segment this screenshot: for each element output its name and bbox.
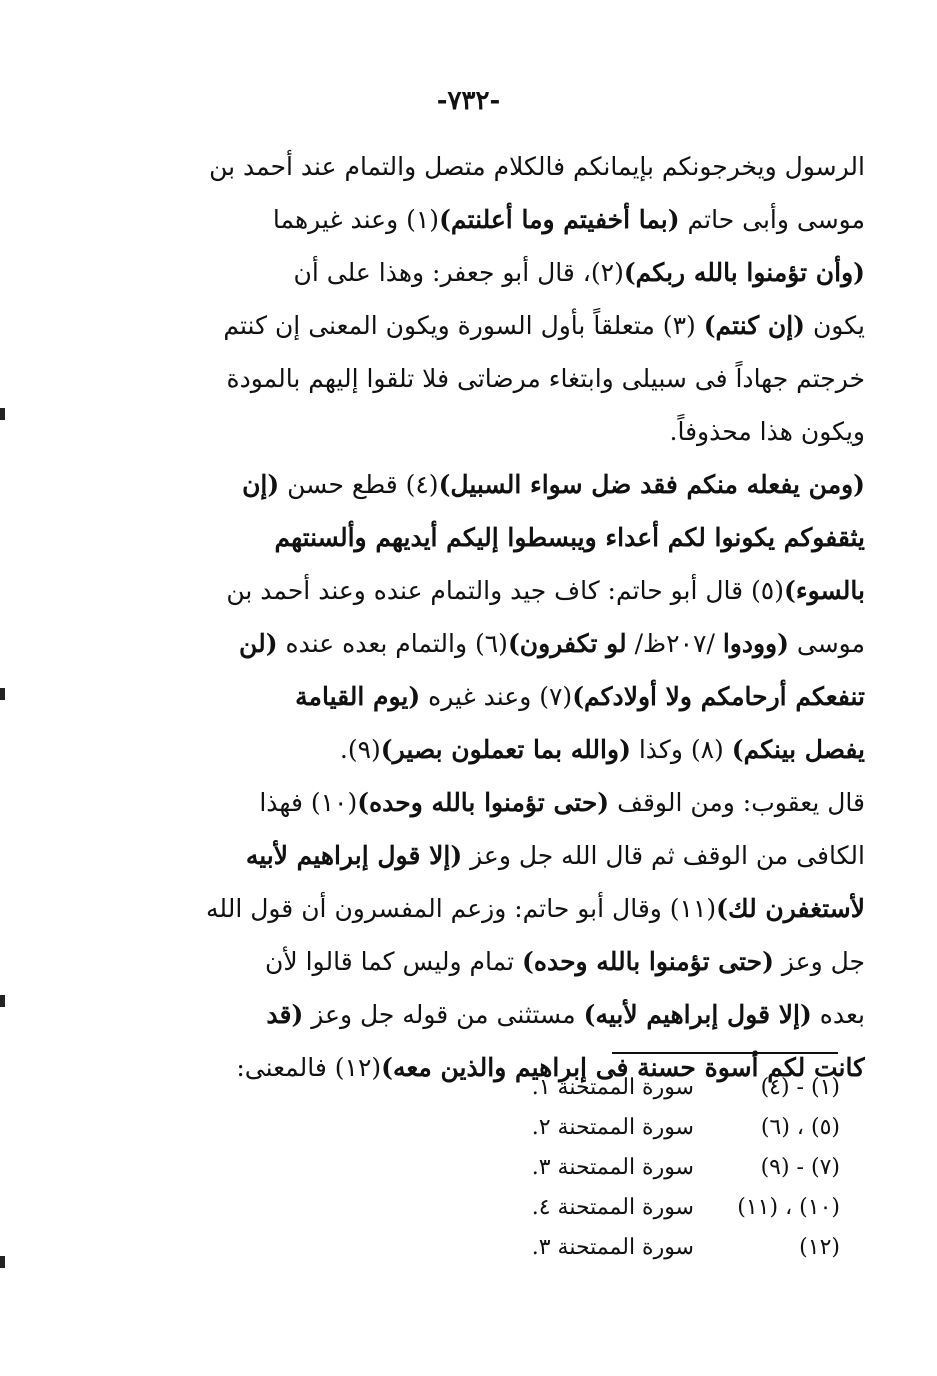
text-segment: /٢٠٧ظ/ bbox=[626, 629, 723, 658]
footnote-numbers: (٧) - (٩) bbox=[760, 1155, 840, 1180]
footnote-source: سورة الممتحنة ١. bbox=[531, 1075, 694, 1100]
text-segment: يكون bbox=[805, 311, 865, 340]
footnote-separator bbox=[612, 1052, 838, 1054]
quran-quote: (والله بما تعملون بصير) bbox=[380, 735, 631, 764]
quran-quote: (لن bbox=[239, 629, 278, 658]
quran-quote: لأستغفرن لك) bbox=[716, 894, 865, 923]
quran-quote: يثقفوكم يكونوا لكم أعداء ويبسطوا إليكم أيديهم وألسنتهم bbox=[274, 523, 865, 552]
paragraph-3 bbox=[140, 776, 865, 1094]
footnote-numbers: (١٢) bbox=[799, 1235, 840, 1260]
text-line bbox=[140, 299, 865, 352]
text-segment: (١١) وقال أبو حاتم: وزعم المفسرون أن قول الله bbox=[206, 894, 717, 923]
quran-quote: (بما أخفيتم وما أعلنتم) bbox=[439, 205, 680, 234]
footnote-numbers: (١) - (٤) bbox=[760, 1075, 840, 1100]
text-segment: (٣) متعلقاً بأول السورة ويكون المعنى إن كنتم bbox=[223, 311, 704, 340]
scan-edge-mark bbox=[0, 688, 5, 700]
text-segment: مستثنى من قوله جل وعز bbox=[303, 1000, 584, 1029]
footnotes bbox=[430, 1068, 840, 1268]
text-segment: (١٢) فالمعنى: bbox=[236, 1053, 382, 1082]
quran-quote: (إلا قول إبراهيم لأبيه) bbox=[583, 1000, 812, 1029]
quran-quote: (ومن يفعله منكم فقد ضل سواء السبيل) bbox=[438, 470, 865, 499]
quran-quote: (حتى تؤمنوا بالله وحده) bbox=[357, 788, 610, 817]
paragraph-1 bbox=[140, 140, 865, 458]
text-line bbox=[140, 246, 865, 299]
text-line bbox=[140, 617, 865, 670]
text-segment: موسى وأبى حاتم bbox=[679, 205, 865, 234]
footnote-source: سورة الممتحنة ٢. bbox=[531, 1115, 694, 1140]
text-segment: (٨) وكذا bbox=[630, 735, 732, 764]
quran-quote: (إلا قول إبراهيم لأبيه bbox=[245, 841, 463, 870]
text-line bbox=[140, 829, 865, 882]
footnote-numbers: (٥) ، (٦) bbox=[760, 1115, 840, 1140]
text-line bbox=[140, 882, 865, 935]
text-line bbox=[140, 564, 865, 617]
text-segment: بعده bbox=[811, 1000, 865, 1029]
text-segment: (١) وعند غيرهما bbox=[272, 205, 440, 234]
quran-quote: بالسوء) bbox=[784, 576, 865, 605]
text-segment: (٩). bbox=[339, 735, 381, 764]
footnote-source: سورة الممتحنة ٣. bbox=[531, 1155, 694, 1180]
footnote-row bbox=[430, 1228, 840, 1268]
footnote-numbers: (١٠) ، (١١) bbox=[737, 1195, 840, 1220]
text-segment: جل وعز bbox=[773, 947, 865, 976]
text-segment: (٤) قطع حسن bbox=[279, 470, 439, 499]
text-line bbox=[140, 458, 865, 511]
quran-quote: كانت لكم أسوة حسنة فى إبراهيم والذين معه) bbox=[381, 1053, 865, 1082]
text-line bbox=[140, 723, 865, 776]
footnote-source: سورة الممتحنة ٣. bbox=[531, 1235, 694, 1260]
text-segment: (١٠) فهذا bbox=[259, 788, 358, 817]
text-line bbox=[140, 511, 865, 564]
text-line bbox=[140, 405, 865, 458]
text-segment: (٥) قال أبو حاتم: كاف جيد والتمام عنده وعند أحمد بن bbox=[226, 576, 784, 605]
text-segment: خرجتم جهاداً فى سبيلى وابتغاء مرضاتى فلا تلقوا إليهم بالمودة bbox=[226, 364, 865, 393]
scan-edge-mark bbox=[0, 1256, 5, 1268]
text-line bbox=[140, 193, 865, 246]
scan-edge-mark bbox=[0, 408, 5, 420]
text-segment: قال يعقوب: ومن الوقف bbox=[609, 788, 865, 817]
text-segment: (٢)، قال أبو جعفر: وهذا على أن bbox=[293, 258, 624, 287]
text-segment: تمام وليس كما قالوا لأن bbox=[265, 947, 523, 976]
text-line bbox=[140, 935, 865, 988]
paragraph-2 bbox=[140, 458, 865, 776]
quran-quote: تنفعكم أرحامكم ولا أولادكم) bbox=[572, 682, 865, 711]
quran-quote: (إن bbox=[242, 470, 280, 499]
quran-quote: (قد bbox=[266, 1000, 304, 1029]
scan-edge-mark bbox=[0, 995, 5, 1007]
text-segment: (٦) والتمام بعده عنده bbox=[277, 629, 508, 658]
quran-quote: لو تكفرون) bbox=[507, 629, 627, 658]
quran-quote: (إن كنتم) bbox=[703, 311, 805, 340]
text-line bbox=[140, 352, 865, 405]
text-line bbox=[140, 670, 865, 723]
text-segment: (٧) وعند غيره bbox=[420, 682, 573, 711]
footnote-row bbox=[430, 1188, 840, 1228]
footnote-source: سورة الممتحنة ٤. bbox=[531, 1195, 694, 1220]
quran-quote: (وودوا bbox=[722, 629, 789, 658]
quran-quote: (حتى تؤمنوا بالله وحده) bbox=[522, 947, 774, 976]
text-line bbox=[140, 776, 865, 829]
text-segment: الكافى من الوقف ثم قال الله جل وعز bbox=[462, 841, 865, 870]
text-line bbox=[140, 988, 865, 1041]
text-segment: موسى bbox=[788, 629, 865, 658]
footnote-row bbox=[430, 1108, 840, 1148]
quran-quote: (يوم القيامة bbox=[295, 682, 421, 711]
quran-quote: يفصل بينكم) bbox=[731, 735, 865, 764]
text-segment: الرسول ويخرجونكم بإيمانكم فالكلام متصل والتمام عند أحمد بن bbox=[209, 152, 865, 181]
page-number: -٧٣٢- bbox=[436, 86, 501, 116]
quran-quote: (وأن تؤمنوا بالله ربكم) bbox=[623, 258, 865, 287]
footnote-row bbox=[430, 1068, 840, 1108]
footnote-row bbox=[430, 1148, 840, 1188]
main-text bbox=[140, 140, 865, 1094]
text-line bbox=[140, 140, 865, 193]
text-segment: ويكون هذا محذوفاً. bbox=[669, 417, 865, 446]
